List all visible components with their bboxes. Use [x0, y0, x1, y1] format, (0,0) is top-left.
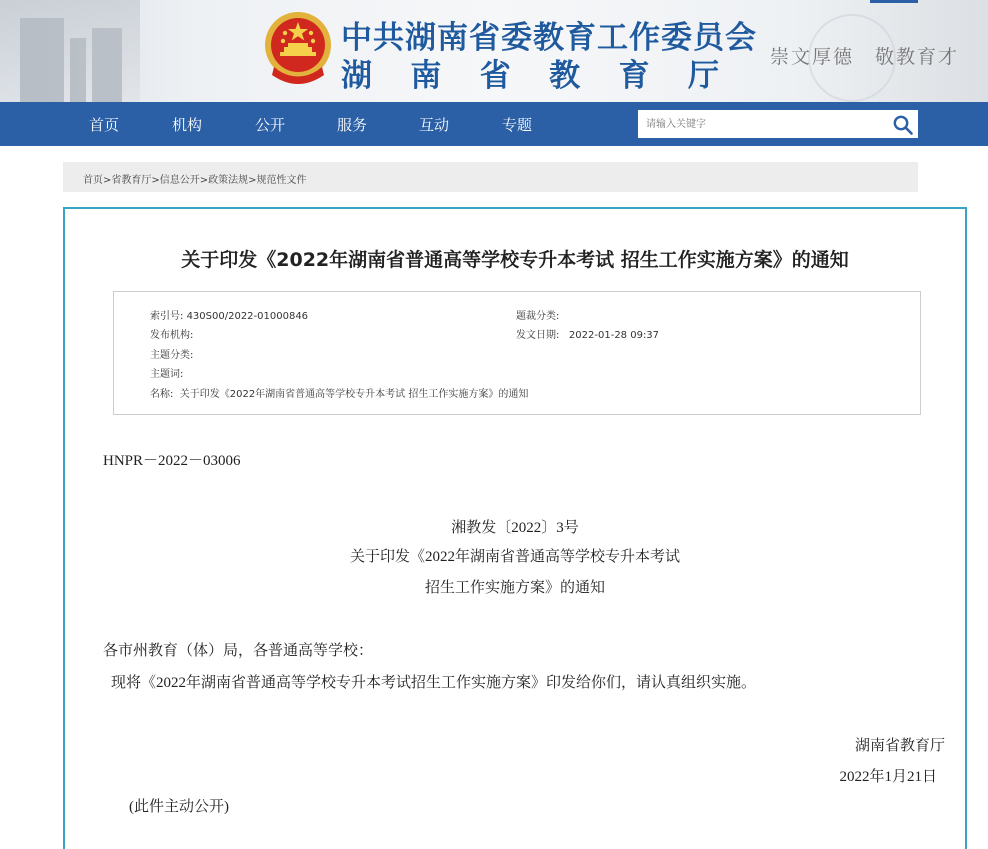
- doc-title-line1: 关于印发《2022年湖南省普通高等学校专升本考试: [349, 549, 680, 565]
- search-input[interactable]: [638, 110, 878, 138]
- search-icon[interactable]: [892, 114, 914, 136]
- header-title-line2: [341, 50, 719, 95]
- header-building-decoration: [0, 0, 140, 102]
- header-title-line1: 中共湖南省委教育工作委员会: [341, 20, 757, 56]
- meta-name: [150, 385, 528, 400]
- header-title-char: 湖: [341, 58, 372, 94]
- doc-disclosure-note: (此件主动公开): [129, 799, 229, 815]
- nav-item-public[interactable]: 公开: [255, 116, 286, 134]
- nav-item-service[interactable]: 服务: [337, 116, 368, 134]
- meta-topic-label: 主题分类:: [150, 350, 194, 361]
- header-title-char: 南: [410, 58, 442, 94]
- doc-number: HNPR－2022－03006: [103, 453, 241, 469]
- meta-category: [516, 307, 559, 322]
- article-panel: [63, 207, 967, 849]
- nav-item-interaction[interactable]: 互动: [419, 116, 450, 134]
- meta-publisher: [150, 326, 193, 341]
- meta-category-label: 题裁分类:: [516, 311, 560, 322]
- meta-publisher-label: 发布机构:: [150, 330, 194, 341]
- issue-number: 湘教发〔2022〕3号: [451, 520, 579, 536]
- header-title-char: 省: [479, 58, 511, 94]
- article-title: 关于印发《2022年湖南省普通高等学校专升本考试 招生工作实施方案》的通知: [181, 249, 849, 271]
- breadcrumb-text[interactable]: 首页>省教育厅>信息公开>政策法规>规范性文件: [83, 175, 307, 186]
- meta-keywords-label: 主题词:: [150, 369, 184, 380]
- header-title-char: 育: [618, 58, 650, 94]
- meta-date: [516, 326, 659, 341]
- meta-index-value: 430S00/2022-01000846: [186, 311, 309, 322]
- nav-item-topics[interactable]: 专题: [502, 116, 533, 134]
- site-header: [0, 0, 988, 102]
- header-title-char: 厅: [687, 58, 719, 94]
- doc-signature: 湖南省教育厅: [854, 738, 945, 754]
- header-title-char: 教: [549, 58, 581, 94]
- nav-item-home[interactable]: 首页: [89, 116, 120, 134]
- national-emblem-icon: [262, 9, 334, 89]
- meta-index-label: 索引号:: [150, 311, 184, 322]
- breadcrumb: [63, 162, 918, 192]
- doc-body: 现将《2022年湖南省普通高等学校专升本考试招生工作实施方案》印发给你们，请认真组织实施。: [111, 675, 757, 691]
- doc-title-line2: 招生工作实施方案》的通知: [424, 580, 605, 596]
- doc-salutation: 各市州教育（体）局，各普通高等学校：: [103, 643, 374, 659]
- meta-date-value: 2022-01-28 09:37: [568, 330, 660, 341]
- meta-date-label: 发文日期:: [516, 330, 560, 341]
- meta-name-label: 名称:: [150, 389, 174, 400]
- header-motto: 崇文厚德 敬教育才: [770, 46, 960, 68]
- search-box: [638, 110, 918, 138]
- header-accent-bar: [870, 0, 918, 3]
- meta-topic: [150, 346, 193, 361]
- nav-item-organization[interactable]: 机构: [172, 116, 203, 134]
- doc-sign-date: 2022年1月21日: [839, 769, 937, 785]
- meta-name-value: 关于印发《2022年湖南省普通高等学校专升本考试 招生工作实施方案》的通知: [179, 389, 529, 400]
- article-meta-table: [113, 291, 921, 415]
- meta-index: [150, 307, 308, 322]
- meta-keywords: [150, 365, 183, 380]
